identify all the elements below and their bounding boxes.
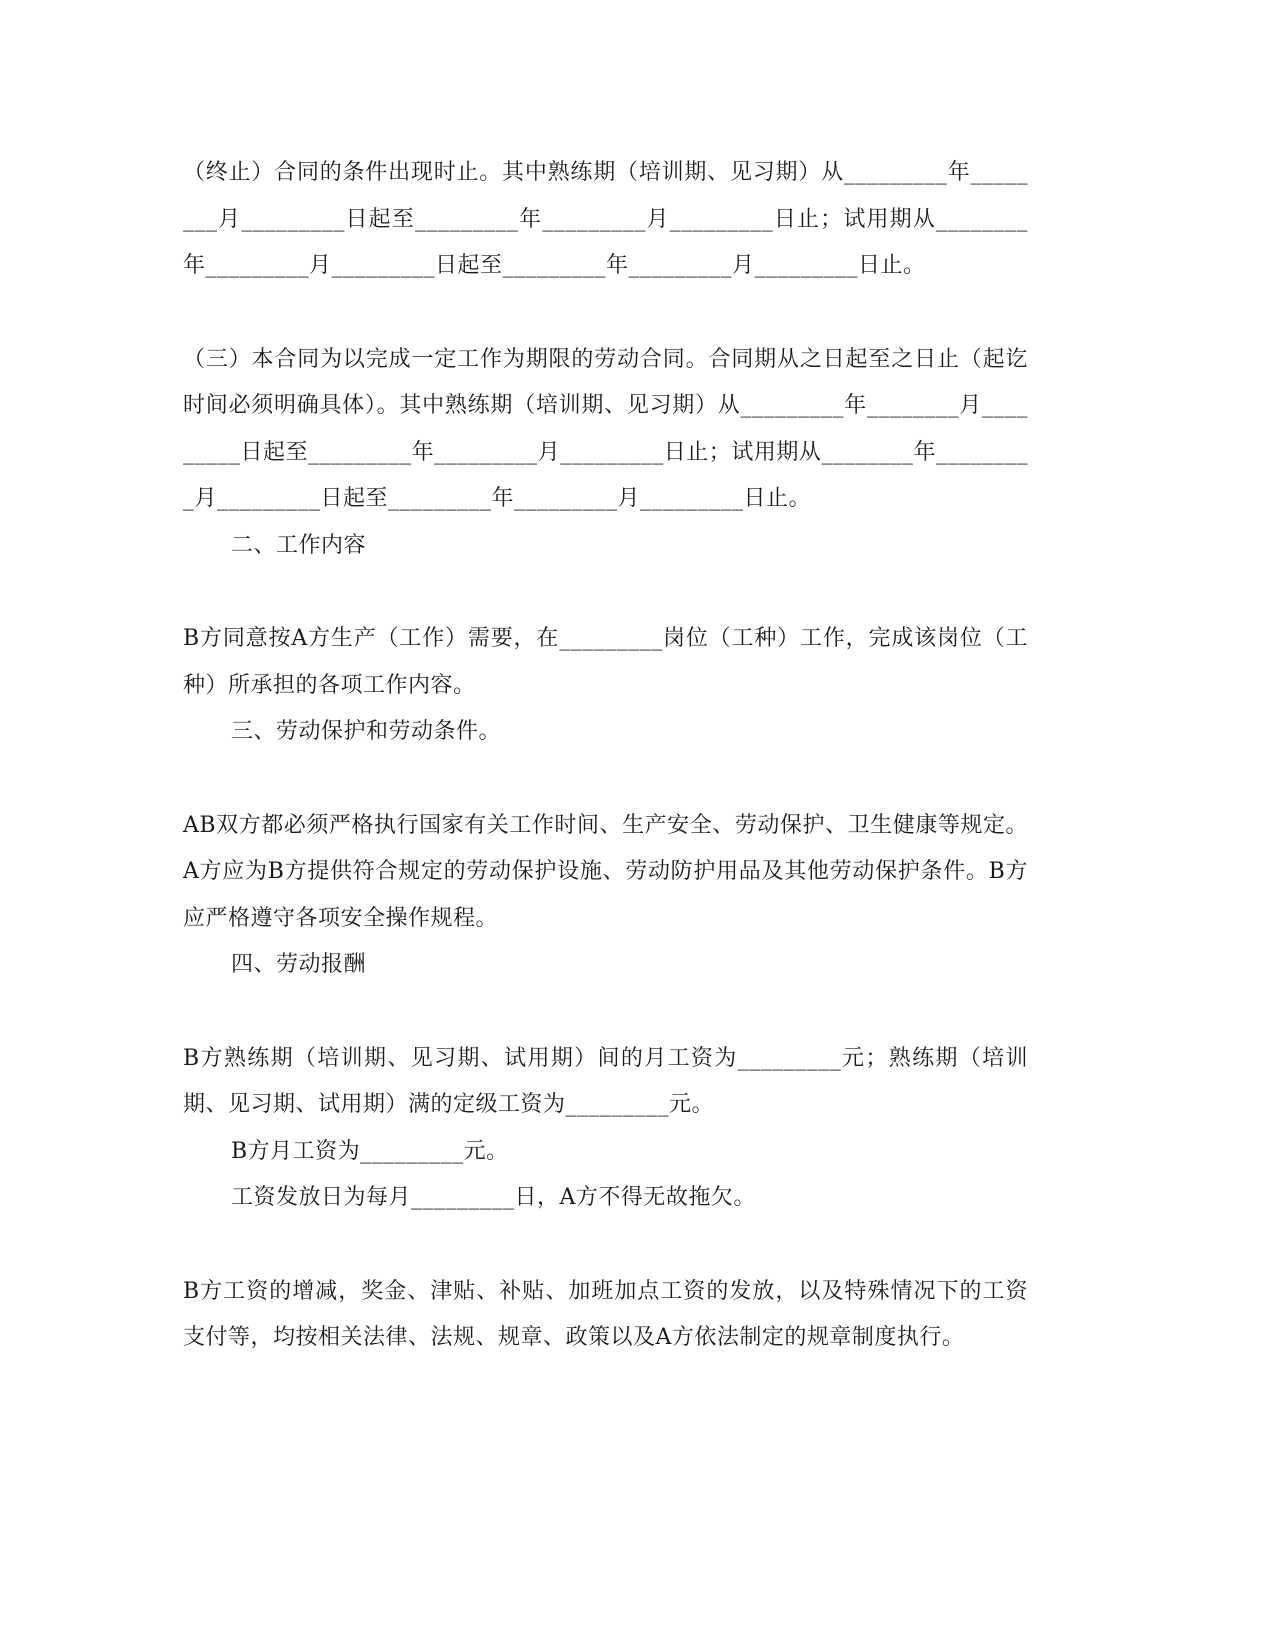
paragraph-monthly-wage: B方月工资为_________元。: [231, 1138, 509, 1164]
paragraph-gap: [183, 989, 1028, 1036]
paragraph-term-conditions: （终止）合同的条件出现时止。其中熟练期（培训期、见习期）从_________年________月_________日起至_________年_________月_________日止；试用期从________年_________月_________日起至_________年_________月_________日止。: [183, 160, 1028, 278]
paragraph-gap: [183, 569, 1028, 616]
paragraph-payday: 工资发放日为每月_________日，A方不得无故拖欠。: [231, 1185, 756, 1210]
paragraph-work-content: B方同意按A方生产（工作）需要，在_________岗位（工种）工作，完成该岗位（工种）所承担的各项工作内容。: [183, 626, 1028, 698]
paragraph-wage-adjustments: B方工资的增减，奖金、津贴、补贴、加班加点工资的发放，以及特殊情况下的工资支付等，均按相关法律、法规、规章、政策以及A方依法制定的规章制度执行。: [183, 1278, 1028, 1350]
paragraph-labor-protection: AB双方都必须严格执行国家有关工作时间、生产安全、劳动保护、卫生健康等规定。A方应为B方提供符合规定的劳动保护设施、劳动防护用品及其他劳动保护条件。B方应严格遵守各项安全操作规程。: [183, 812, 1028, 931]
paragraph-gap: [183, 756, 1028, 803]
section-heading-work-content: 二、工作内容: [231, 532, 367, 558]
paragraph-probation-wage: B方熟练期（培训期、见习期、试用期）间的月工资为_________元；熟练期（培训期、见习期、试用期）满的定级工资为_________元。: [183, 1045, 1028, 1117]
paragraph-gap: [183, 290, 1028, 337]
paragraph-task-based-contract: （三）本合同为以完成一定工作为期限的劳动合同。合同期从之日起至之日止（起讫时间必须明确具体）。其中熟练期（培训期、见习期）从_________年________月_________日起至_________年_________月_________日止；试用期从________年_________月_________日起至_________年_________月_________日止。: [183, 346, 1028, 511]
paragraph-gap: [183, 1222, 1028, 1269]
section-heading-labor-protection: 三、劳动保护和劳动条件。: [231, 719, 502, 744]
section-heading-remuneration: 四、劳动报酬: [231, 952, 367, 977]
document-body: [183, 150, 1028, 1362]
